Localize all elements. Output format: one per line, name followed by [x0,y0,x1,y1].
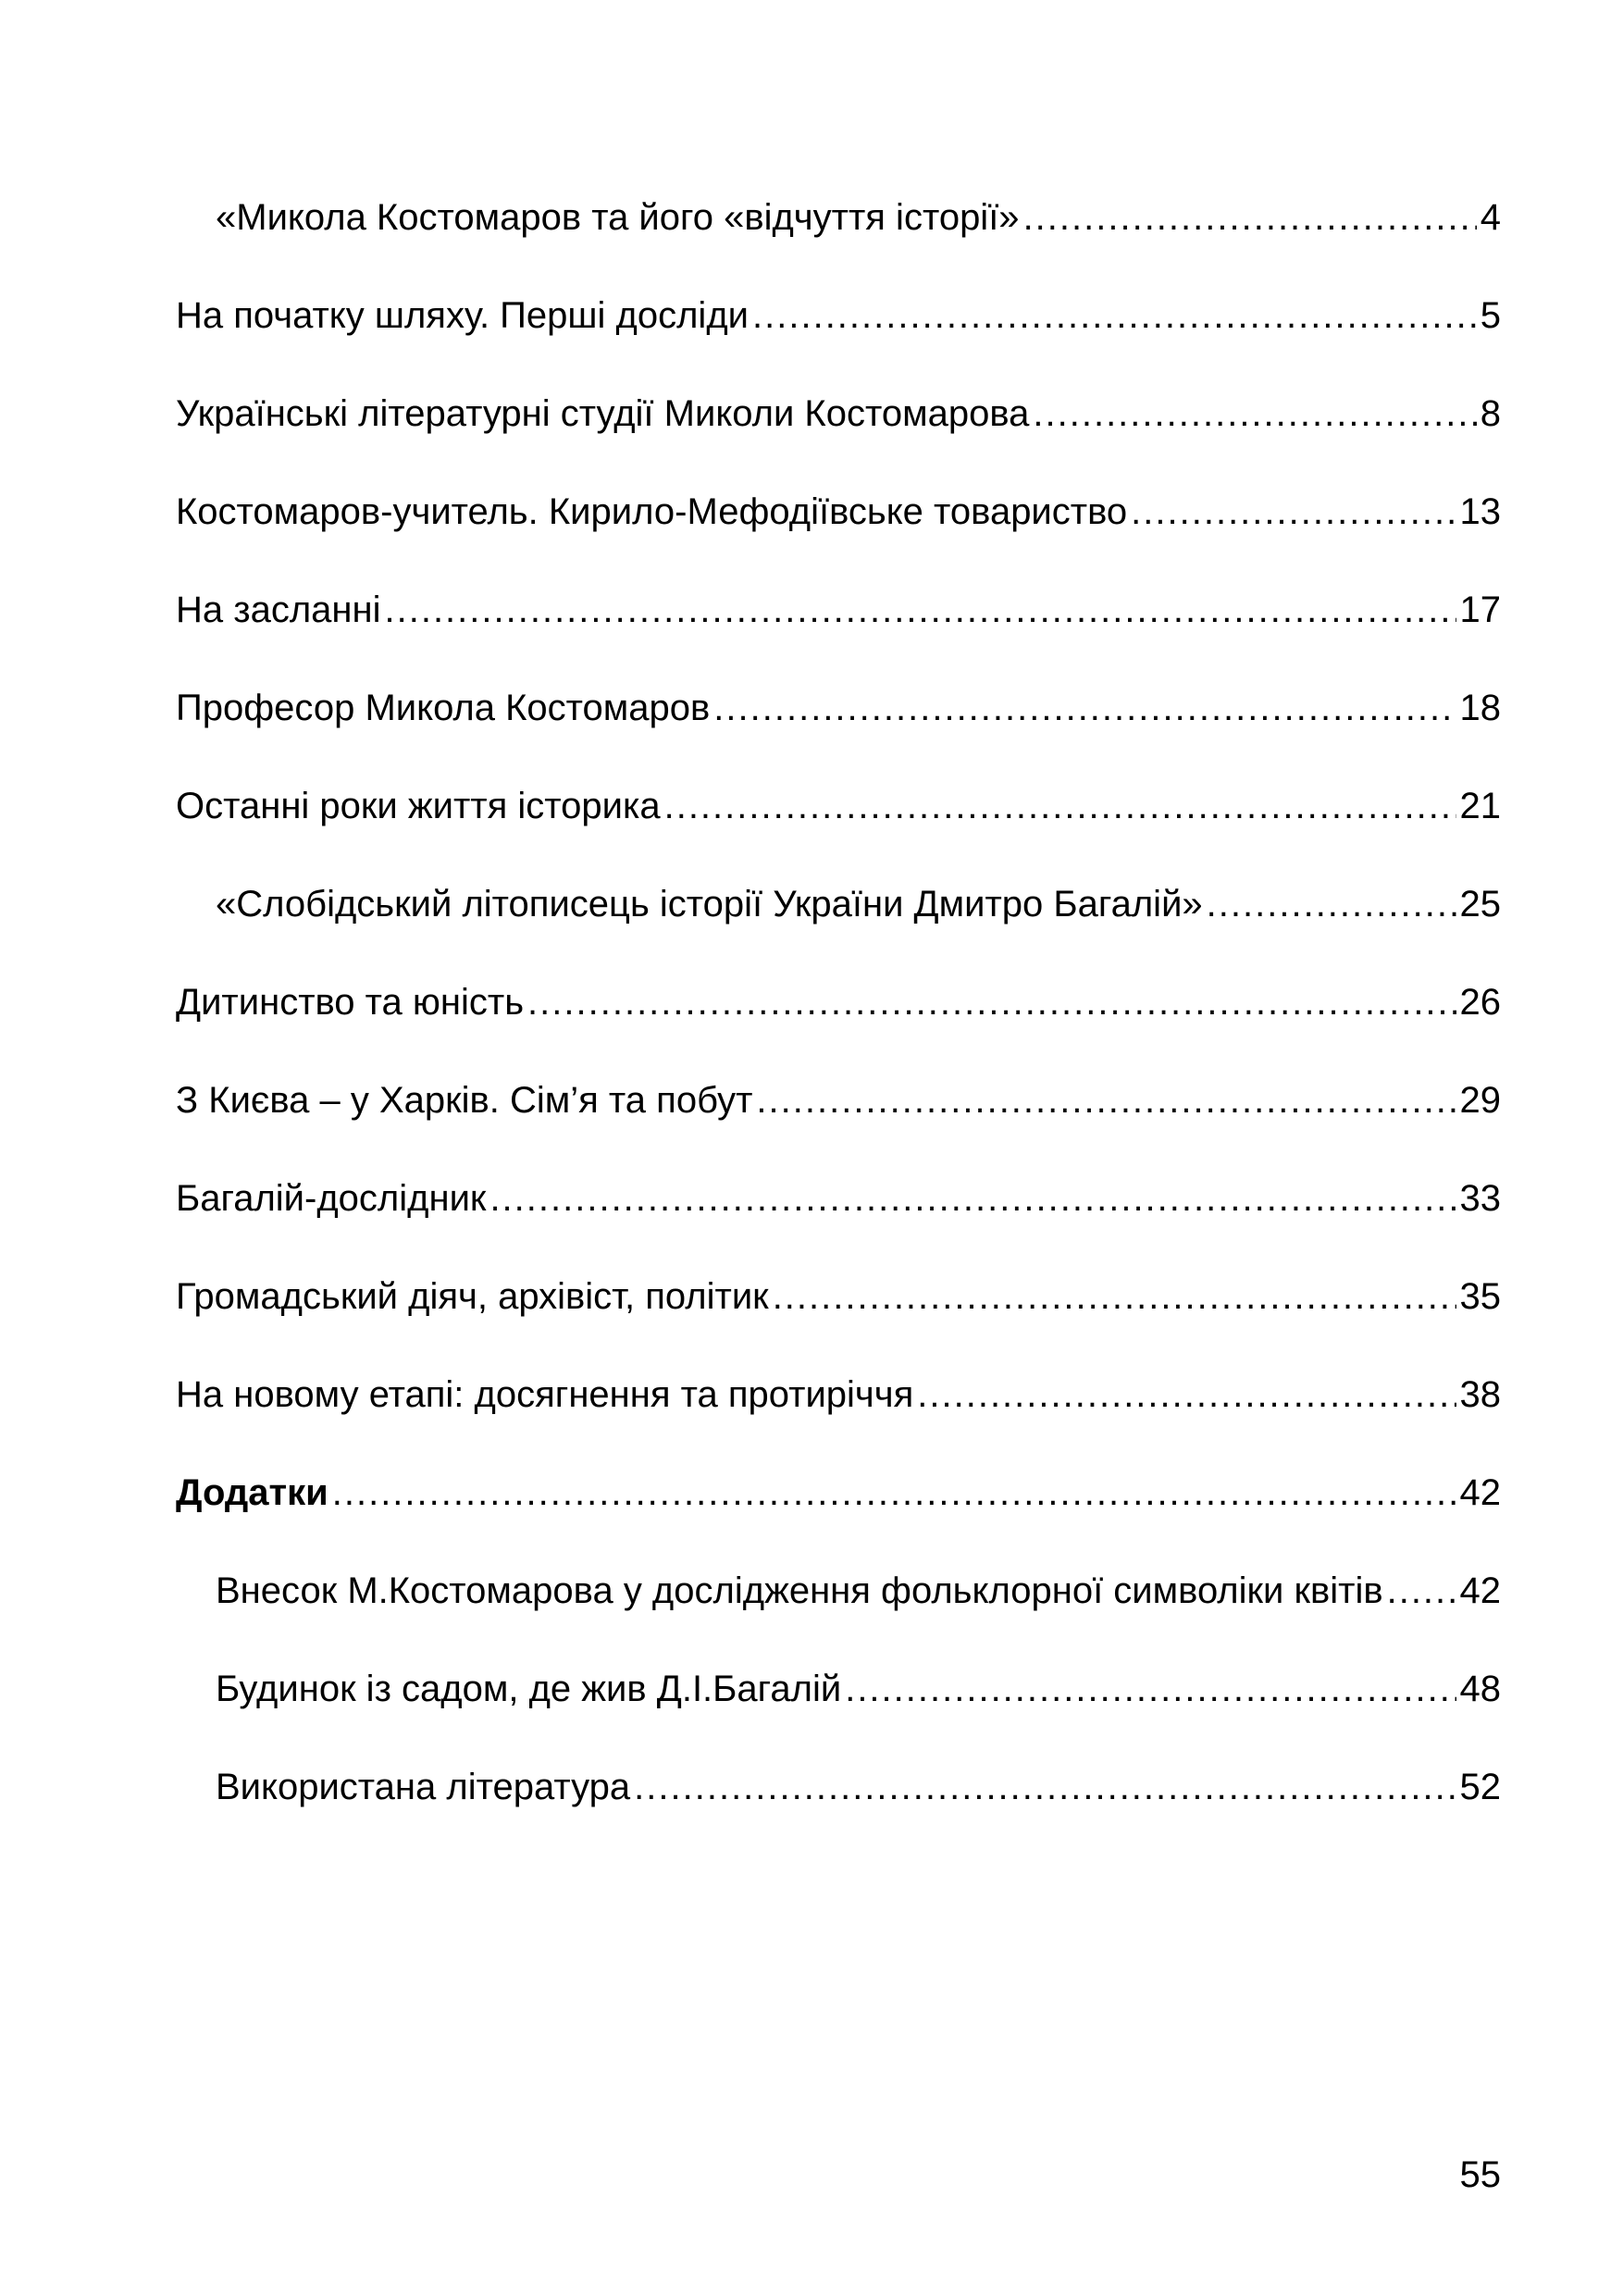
toc-entry [176,484,1501,540]
toc-entry-title: На засланні [176,590,381,630]
toc-dot-leader [752,288,1477,343]
toc-dot-leader [773,1269,1456,1324]
page-number: 55 [1459,2154,1501,2195]
toc-entry-title: Внесок М.Костомарова у дослідження фольклорної символіки квітів [216,1570,1383,1611]
toc-entry-title: Професор Микола Костомаров [176,688,711,728]
toc-entry-page: 42 [1459,1570,1501,1611]
toc-entry-title: Останні роки життя історика [176,786,661,826]
toc-dot-leader [917,1367,1456,1422]
toc-dot-leader [332,1465,1456,1520]
toc-entry [216,1563,1501,1619]
toc-dot-leader [1387,1563,1456,1619]
toc-entry-appendix [176,1465,1501,1520]
toc-entry [216,1759,1501,1815]
toc-entry-page: 35 [1459,1276,1501,1317]
toc-entry-page: 21 [1459,786,1501,826]
toc-entry-page: 29 [1459,1080,1501,1121]
toc-entry [176,386,1501,441]
toc-entry-title: На початку шляху. Перші досліди [176,295,750,336]
toc-entry [176,974,1501,1030]
toc-entry [176,778,1501,834]
toc-entry [176,1367,1501,1422]
toc-dot-leader [756,1073,1456,1128]
toc-dot-leader [634,1759,1456,1815]
toc-entry-page: 25 [1459,884,1501,925]
toc-entry [176,288,1501,343]
toc-entry-page: 18 [1459,688,1501,728]
toc-entry-page: 52 [1459,1767,1501,1807]
toc-entry-title: Додатки [176,1472,328,1513]
toc-dot-leader [1207,876,1456,932]
toc-dot-leader [1023,190,1477,245]
toc-dot-leader [527,974,1456,1030]
toc-dot-leader [1033,386,1476,441]
toc-entry-title: Будинок із садом, де жив Д.І.Багалій [216,1669,842,1709]
toc-entry-title: Українські літературні студії Миколи Костомарова [176,393,1030,434]
toc-entry-page: 8 [1480,393,1501,434]
toc-entry [176,1171,1501,1226]
toc-entry-title: Дитинство та юність [176,982,525,1023]
toc-entry-page: 42 [1459,1472,1501,1513]
toc-entry-page: 38 [1459,1374,1501,1415]
toc-entry [216,876,1501,932]
toc-entry [176,582,1501,638]
toc-entry-title: Громадський діяч, архівіст, політик [176,1276,769,1317]
toc-entry-title: З Києва – у Харків. Сім’я та побут [176,1080,753,1121]
toc-entry-title: На новому етапі: досягнення та протиріччя [176,1374,914,1415]
toc-entry [176,680,1501,736]
toc-entry-page: 33 [1459,1178,1501,1219]
toc-dot-leader [1131,484,1456,540]
toc-dot-leader [713,680,1456,736]
toc-dot-leader [384,582,1456,638]
toc-entry-page: 5 [1480,295,1501,336]
toc-entry-page: 48 [1459,1669,1501,1709]
toc-dot-leader [489,1171,1456,1226]
toc-entry-title: Багалій-дослідник [176,1178,487,1219]
toc-dot-leader [664,778,1456,834]
toc-entry [216,190,1501,245]
toc-entry [176,1073,1501,1128]
toc-entry-page: 4 [1480,197,1501,238]
toc-dot-leader [845,1661,1456,1717]
toc-entry-title: Використана література [216,1767,631,1807]
toc-entry [176,1269,1501,1324]
toc-entry-page: 13 [1459,491,1501,532]
toc-entry-title: Костомаров-учитель. Кирило-Мефодіївське товариство [176,491,1128,532]
toc-entry [216,1661,1501,1717]
toc-entry-page: 17 [1459,590,1501,630]
toc-entry-page: 26 [1459,982,1501,1023]
toc-entry-title: «Микола Костомаров та його «відчуття історії» [216,197,1020,238]
toc-entry-title: «Слобідський літописець історії України Дмитро Багалій» [216,884,1203,925]
